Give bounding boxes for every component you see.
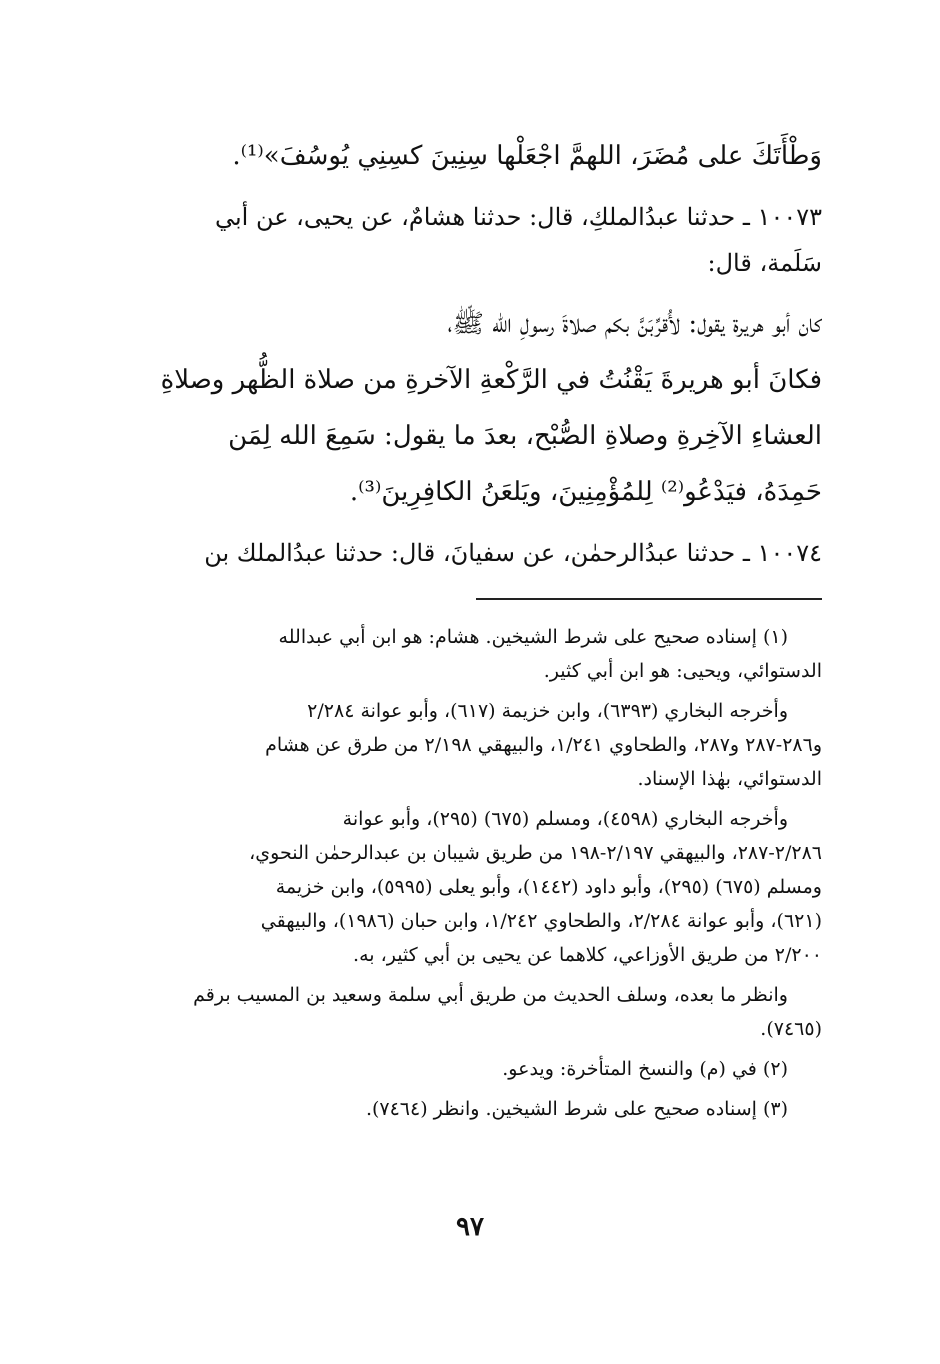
footnote-line: وأخرجه البخاري (٤٥٩٨)، ومسلم (٦٧٥) (٢٩٥)، وأبو عوانة <box>342 808 788 830</box>
matn-line: العشاءِ الآخِرةِ وصلاةِ الصُّبْح، بعدَ ما يقول: سَمِعَ الله لِمَن <box>228 421 822 451</box>
matn-line: فكانَ أبو هريرةَ يَقْنُتُ في الرَّكْعةِ الآخرةِ من صلاة الظُّهر وصلاةِ <box>160 365 822 395</box>
isnad-line: سَلَمة، قال: <box>707 249 822 277</box>
footnote-line: (٣) إسناده صحيح على شرط الشيخين. وانظر (٧٤٦٤). <box>365 1098 788 1120</box>
footnote-line: (١) إسناده صحيح على شرط الشيخين. هشام: هو ابن أبي عبدالله <box>278 626 788 648</box>
footnote-1-paragraph-3 <box>124 802 822 972</box>
isnad-line: ١٠٠٧٣ ـ حدثنا عبدُالملكِ، قال: حدثنا هشامٌ، عن يحيى، عن أبي <box>214 203 822 231</box>
footnote-line: وأخرجه البخاري (٦٣٩٣)، وابن خزيمة (٦١٧)، وأبو عوانة ٢/٢٨٤ <box>307 700 788 722</box>
footnotes <box>124 620 822 1132</box>
footnote-separator <box>476 598 822 600</box>
hadith-10073-isnad <box>124 194 822 286</box>
footnote-3 <box>124 1092 822 1126</box>
hadith-10074-isnad <box>124 530 822 576</box>
footnote-line: الدستوائي، بهٰذا الإسناد. <box>637 768 822 790</box>
footnote-line: (٧٤٦٥). <box>760 1018 822 1040</box>
footnote-line: (٢) في (م) والنسخ المتأخرة: ويدعو. <box>502 1058 788 1080</box>
hadith-10073-matn <box>124 296 822 520</box>
footnote-line: ٢/٢٠٠ من طريق الأوزاعي، كلاهما عن يحيى بن أبي كثير، به. <box>353 944 822 966</box>
footnote-line: (٦٢١)، وأبو عوانة ٢/٢٨٤، والطحاوي ١/٢٤٢، وابن حبان (١٩٨٦)، والبيهقي <box>260 910 822 932</box>
footnote-line: وانظر ما بعده، وسلف الحديث من طريق أبي سلمة وسعيد بن المسيب برقم <box>193 984 788 1006</box>
footnote-1 <box>124 620 822 688</box>
hadith-ending-line: وَطْأَتَكَ على مُضَرَ، اللهمَّ اجْعَلْها سِنِينَ كسِنِي يُوسُفَ»⁽¹⁾. <box>232 141 822 171</box>
page-number: ٩٧ <box>456 1212 484 1242</box>
matn-line: حَمِدَهُ، فيَدْعُو⁽²⁾ لِلمُؤْمِنِينَ، ويَلعَنُ الكافِرِينَ⁽³⁾. <box>349 477 822 507</box>
main-text <box>124 128 822 576</box>
footnote-line: الدستوائي، ويحيى: هو ابن أبي كثير. <box>543 660 822 682</box>
matn-line: كان أبو هريرة يقول: لأُقرِّبَنَّ بكم صلاةَ رسولِ الله ﷺ، <box>447 309 822 339</box>
footnote-line: و٢٨٦-٢٨٧ و٢٨٧، والطحاوي ١/٢٤١، والبيهقي ٢/١٩٨ من طرق عن هشام <box>265 734 822 756</box>
footnote-1-paragraph-2 <box>124 694 822 796</box>
footnote-2 <box>124 1052 822 1086</box>
footnote-1-paragraph-4 <box>124 978 822 1046</box>
footnote-line: ومسلم (٦٧٥) (٢٩٥)، وأبو داود (١٤٤٢)، وأبو يعلى (٥٩٩٥)، وابن خزيمة <box>275 876 822 898</box>
footnote-line: ٢/٢٨٦-٢٨٧، والبيهقي ٢/١٩٧-١٩٨ من طريق شيبان بن عبدالرحمٰن النحوي، <box>249 842 822 864</box>
isnad-line: ١٠٠٧٤ ـ حدثنا عبدُالرحمٰن، عن سفيانَ، قال: حدثنا عبدُالملك بن <box>204 539 822 567</box>
